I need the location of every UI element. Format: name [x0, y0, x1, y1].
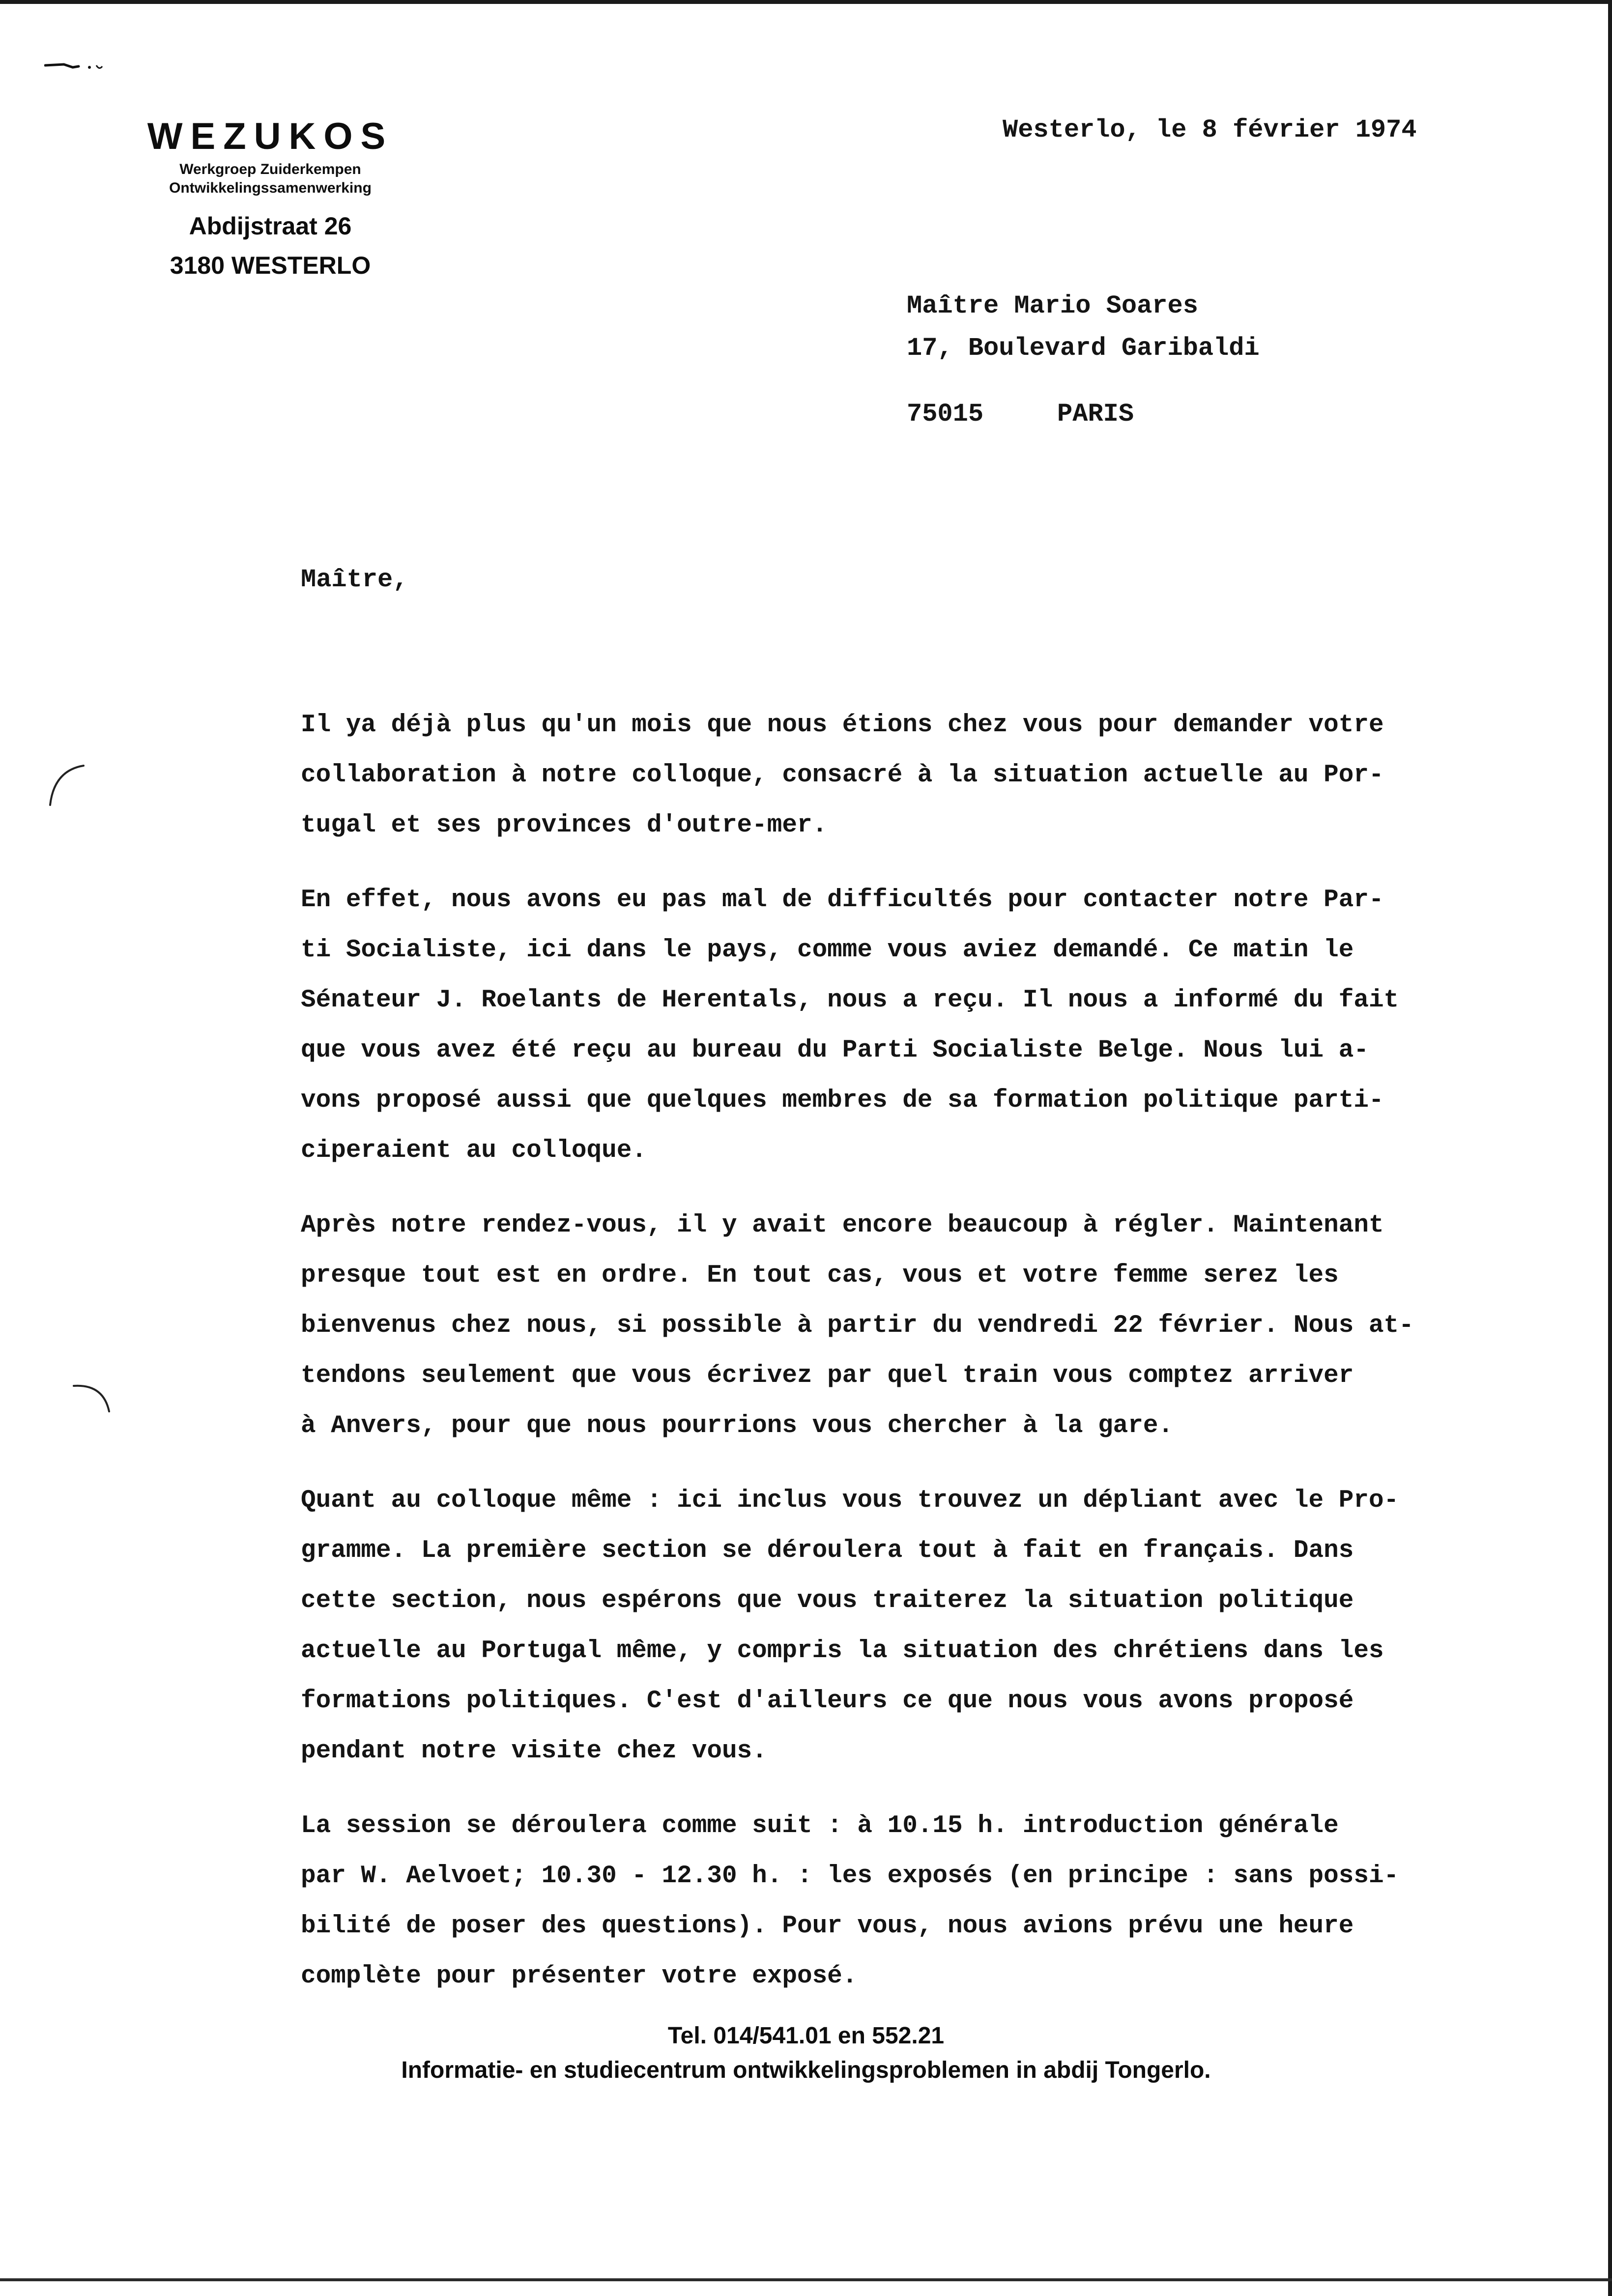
text-line: Après notre rendez-vous, il y avait encore beaucoup à régler. Maintenant: [301, 1211, 1384, 1239]
text-line: vons proposé aussi que quelques membres de sa formation politique parti-: [301, 1087, 1384, 1115]
paragraph: [301, 1476, 1510, 1777]
margin-bracket-open-icon: [44, 762, 88, 806]
scan-edge-top: [0, 0, 1612, 4]
footer-phone: Tel. 014/541.01 en 552.21: [667, 2023, 945, 2049]
salutation: Maître,: [301, 565, 408, 594]
scan-edge-bottom: [0, 2278, 1612, 2281]
text-line: ciperaient au colloque.: [301, 1137, 647, 1165]
recipient-postcode: 75015: [907, 400, 984, 429]
organization-name: WEZUKOS: [147, 115, 394, 157]
paragraph: [301, 875, 1510, 1176]
text-line: tendons seulement que vous écrivez par quel train vous comptez arriver: [301, 1362, 1354, 1390]
text-line: bilité de poser des questions). Pour vous, nous avions prévu une heure: [301, 1912, 1354, 1940]
text-line: Quant au colloque même : ici inclus vous trouvez un dépliant avec le Pro-: [301, 1487, 1399, 1515]
footer-info: Informatie- en studiecentrum ontwikkelingsproblemen in abdij Tongerlo.: [401, 2057, 1211, 2083]
paragraph: [301, 1801, 1510, 2002]
margin-bracket-close-icon: [69, 1381, 113, 1425]
text-line: actuelle au Portugal même, y compris la situation des chrétiens dans les: [301, 1637, 1384, 1665]
paragraph: [301, 700, 1510, 851]
text-line: presque tout est en ordre. En tout cas, vous et votre femme serez les: [301, 1262, 1339, 1290]
organization-city: 3180 WESTERLO: [170, 252, 371, 279]
text-line: Il ya déjà plus qu'un mois que nous étions chez vous pour demander votre: [301, 711, 1384, 739]
text-line: à Anvers, pour que nous pourrions vous chercher à la gare.: [301, 1412, 1174, 1440]
letter-body: [301, 700, 1510, 2026]
text-line: collaboration à notre colloque, consacré à la situation actuelle au Por-: [301, 761, 1384, 789]
text-line: que vous avez été reçu au bureau du Parti Socialiste Belge. Nous lui a-: [301, 1036, 1369, 1064]
recipient-name: Maître Mario Soares: [907, 291, 1198, 320]
organization-subtitle: Ontwikkelingssamenwerking: [169, 180, 372, 196]
text-line: gramme. La première section se déroulera tout à fait en français. Dans: [301, 1537, 1354, 1565]
recipient-street: 17, Boulevard Garibaldi: [907, 334, 1260, 363]
recipient-city: PARIS: [1057, 400, 1134, 429]
text-line: pendant notre visite chez vous.: [301, 1737, 767, 1765]
text-line: complète pour présenter votre exposé.: [301, 1962, 858, 1990]
organization-subtitle: Werkgroep Zuiderkempen: [179, 161, 361, 177]
text-line: bienvenus chez nous, si possible à partir du vendredi 22 février. Nous at-: [301, 1312, 1414, 1340]
text-line: tugal et ses provinces d'outre-mer.: [301, 811, 828, 839]
text-line: Sénateur J. Roelants de Herentals, nous a reçu. Il nous a informé du fait: [301, 986, 1399, 1014]
recipient-address: [907, 285, 1260, 435]
text-line: En effet, nous avons eu pas mal de difficultés pour contacter notre Par-: [301, 886, 1384, 914]
text-line: La session se déroulera comme suit : à 10.15 h. introduction générale: [301, 1812, 1339, 1840]
text-line: cette section, nous espérons que vous traiterez la situation politique: [301, 1587, 1354, 1615]
text-line: formations politiques. C'est d'ailleurs ce que nous vous avons proposé: [301, 1687, 1354, 1715]
pen-mark-icon: [44, 61, 103, 72]
organization-street: Abdijstraat 26: [189, 212, 352, 240]
letter-footer: [0, 2019, 1612, 2088]
paragraph: [301, 1201, 1510, 1451]
text-line: par W. Aelvoet; 10.30 - 12.30 h. : les exposés (en principe : sans possi-: [301, 1862, 1399, 1890]
scan-edge-right: [1608, 0, 1612, 2296]
text-line: ti Socialiste, ici dans le pays, comme vous aviez demandé. Ce matin le: [301, 936, 1354, 964]
letter-date: Westerlo, le 8 février 1974: [1003, 115, 1417, 144]
recipient-city-line: [907, 393, 1260, 435]
letterhead: [118, 113, 423, 285]
